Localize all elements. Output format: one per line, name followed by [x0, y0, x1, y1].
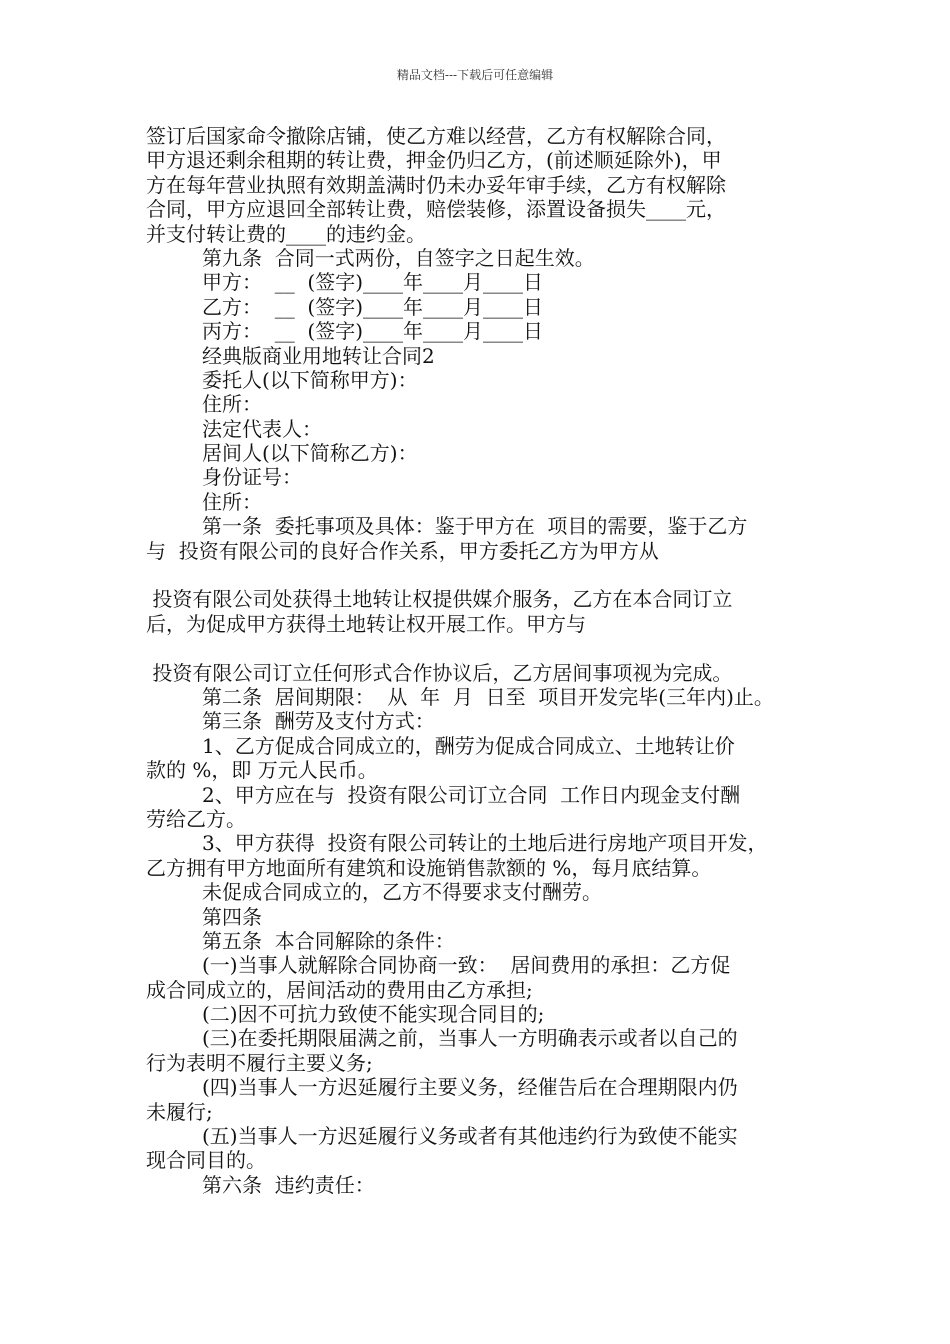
text-line: 劳给乙方。	[146, 806, 246, 831]
text-line: 方在每年营业执照有效期盖满时仍未办妥年审手续，乙方有权解除	[146, 172, 726, 197]
document-body	[146, 124, 816, 1197]
text-line: 经典版商业用地转让合同2	[202, 343, 435, 368]
text-line: 现合同目的。	[146, 1148, 266, 1173]
text-line: 投资有限公司处获得土地转让权提供媒介服务，乙方在本合同订立	[146, 587, 733, 612]
text-line: 行为表明不履行主要义务;	[146, 1050, 373, 1075]
text-line: 1、乙方促成合同成立的，酬劳为促成合同成立、土地转让价	[202, 733, 735, 758]
text-line: 合同，甲方应退回全部转让费，赔偿装修，添置设备损失____元，	[146, 197, 726, 222]
text-line: 委托人(以下简称甲方)：	[202, 367, 418, 392]
page-header: 精品文档---下载后可任意编辑	[396, 68, 554, 82]
text-line: 居间人(以下简称乙方)：	[202, 441, 418, 466]
text-line: (四)当事人一方迟延履行主要义务，经催告后在合理期限内仍	[202, 1075, 738, 1100]
text-line: 2、甲方应在与 投资有限公司订立合同 工作日内现金支付酬	[202, 782, 741, 807]
blank-line	[146, 636, 816, 660]
text-line: 乙方： __ (签字)____年____月____日	[202, 294, 544, 319]
text-line: (三)在委托期限届满之前，当事人一方明确表示或者以自己的	[202, 1026, 738, 1051]
text-line: (五)当事人一方迟延履行义务或者有其他违约行为致使不能实	[202, 1124, 738, 1149]
text-line: 投资有限公司订立任何形式合作协议后，乙方居间事项视为完成。	[146, 660, 733, 685]
text-line: (一)当事人就解除合同协商一致： 居间费用的承担：乙方促	[202, 953, 731, 978]
text-line: 与 投资有限公司的良好合作关系，甲方委托乙方为甲方从	[146, 538, 659, 563]
text-line: 未履行;	[146, 1099, 213, 1124]
text-line: 乙方拥有甲方地面所有建筑和设施销售款额的 %，每月底结算。	[146, 855, 712, 880]
text-line: 第四条	[202, 904, 262, 929]
text-line: 法定代表人：	[202, 416, 322, 441]
text-line: 第六条 违约责任：	[202, 1172, 375, 1197]
text-line: 签订后国家命令撤除店铺，使乙方难以经营，乙方有权解除合同，	[146, 124, 726, 148]
text-line: 身份证号：	[202, 465, 302, 490]
text-line: (二)因不可抗力致使不能实现合同目的;	[202, 1002, 545, 1027]
text-line: 第五条 本合同解除的条件：	[202, 928, 455, 953]
text-line: 未促成合同成立的，乙方不得要求支付酬劳。	[202, 880, 602, 905]
text-line: 并支付转让费的____的违约金。	[146, 221, 426, 246]
blank-line	[146, 563, 816, 587]
text-line: 第九条 合同一式两份，自签字之日起生效。	[202, 245, 595, 270]
text-line: 3、甲方获得 投资有限公司转让的土地后进行房地产项目开发，	[202, 831, 768, 856]
text-line: 住所：	[202, 489, 262, 514]
text-line: 住所：	[202, 392, 262, 417]
text-line: 甲方： __ (签字)____年____月____日	[202, 270, 544, 295]
text-line: 第三条 酬劳及支付方式：	[202, 709, 435, 734]
text-line: 第二条 居间期限： 从 年 月 日至 项目开发完毕(三年内)止。	[202, 684, 774, 709]
text-line: 后，为促成甲方获得土地转让权开展工作。甲方与	[146, 611, 586, 636]
text-line: 甲方退还剩余租期的转让费，押金仍归乙方，(前述顺延除外)，甲	[146, 148, 722, 173]
text-line: 丙方： __ (签字)____年____月____日	[202, 319, 544, 344]
text-line: 款的 %，即 万元人民币。	[146, 758, 378, 783]
text-line: 第一条 委托事项及具体：鉴于甲方在 项目的需要，鉴于乙方	[202, 514, 748, 539]
text-line: 成合同成立的，居间活动的费用由乙方承担;	[146, 977, 533, 1002]
